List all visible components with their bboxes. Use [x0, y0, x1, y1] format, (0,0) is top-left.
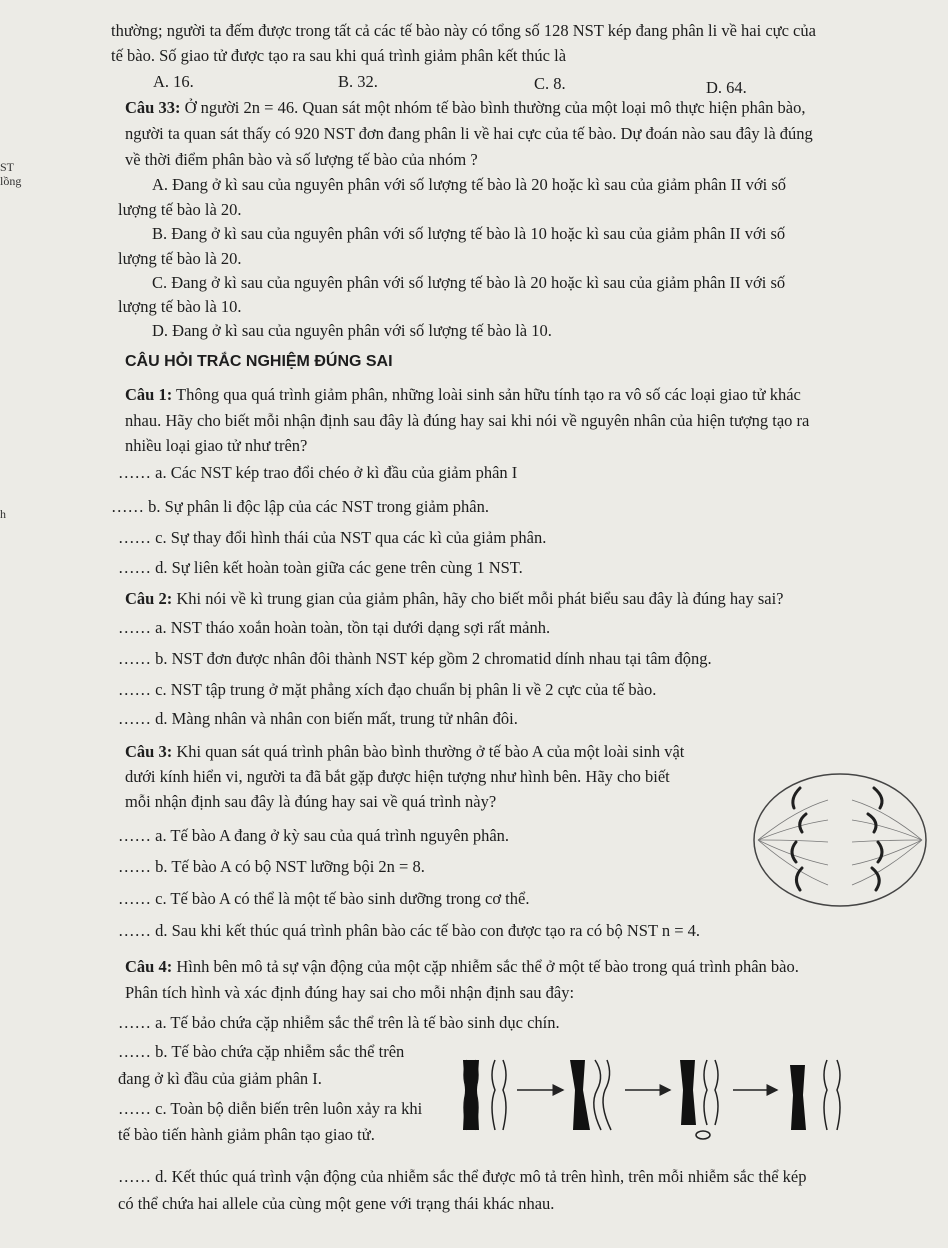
tf1-item-c: …… c. Sự thay đổi hình thái của NST qua các kì của giảm phân.	[118, 528, 547, 547]
q33-option-d: D. Đang ở kì sau của nguyên phân với số lượng tế bào là 10.	[152, 321, 552, 340]
q33-option-a: A. Đang ở kì sau của nguyên phân với số lượng tế bào là 20 hoặc kì sau của giảm phân II với số	[152, 175, 787, 194]
tf3-label: Câu 3:	[125, 742, 173, 761]
tf1-item-d: …… d. Sự liên kết hoàn toàn giữa các gene trên cùng 1 NST.	[118, 558, 523, 577]
tf3-stem: mỗi nhận định sau đây là đúng hay sai về quá trình này?	[125, 792, 497, 811]
q33-option-a: lượng tế bào là 20.	[118, 200, 242, 219]
tf4-label: Câu 4:	[125, 957, 173, 976]
chromosome-sequence-figure	[455, 1045, 865, 1145]
q33-option-c: C. Đang ở kì sau của nguyên phân với số lượng tế bào là 20 hoặc kì sau của giảm phân II với số	[152, 273, 786, 292]
tf2-item-c: …… c. NST tập trung ở mặt phẳng xích đạo chuẩn bị phân li về 2 cực của tế bào.	[118, 680, 657, 699]
tf2-stem: Câu 2: Khi nói về kì trung gian của giảm phân, hãy cho biết mỗi phát biểu sau đây là đúng hay sai?	[125, 589, 784, 608]
q32-option-d: D. 64.	[706, 78, 747, 97]
q33-option-b: B. Đang ở kì sau của nguyên phân với số lượng tế bào là 10 hoặc kì sau của giảm phân II với số	[152, 224, 786, 243]
tf4-item-c: …… c. Toàn bộ diễn biến trên luôn xảy ra khi	[118, 1099, 423, 1118]
q33-stem: về thời điểm phân bào và số lượng tế bào của nhóm ?	[125, 150, 478, 169]
tf4-item-d: có thể chứa hai allele của cùng một gene với trạng thái khác nhau.	[118, 1194, 555, 1213]
tf1-stem: nhau. Hãy cho biết mỗi nhận định sau đây là đúng hay sai khi nói về nguyên nhân của hiện tượng tạo ra	[125, 411, 810, 430]
q32-option-b: B. 32.	[338, 72, 378, 91]
q33-stem: Câu 33: Ở người 2n = 46. Quan sát một nhóm tế bào bình thường của một loại mô thực hiện phân bào,	[125, 98, 806, 117]
tf1-stem: nhiều loại giao tử như trên?	[125, 436, 308, 455]
tf3-stem: Câu 3: Khi quan sát quá trình phân bào bình thường ở tế bào A của một loài sinh vật	[125, 742, 685, 761]
q32-option-c: C. 8.	[534, 74, 566, 93]
q32-text: tế bào. Số giao tử được tạo ra sau khi quá trình giảm phân kết thúc là	[111, 46, 567, 65]
tf4-item-b: …… b. Tế bào chứa cặp nhiễm sắc thể trên	[118, 1042, 405, 1061]
tf1-item-b: …… b. Sự phân li độc lập của các NST trong giảm phân.	[111, 497, 489, 516]
tf2-label: Câu 2:	[125, 589, 173, 608]
margin-note: h	[0, 507, 6, 521]
tf3-item-d: …… d. Sau khi kết thúc quá trình phân bào các tế bào con được tạo ra có bộ NST n = 4.	[118, 921, 701, 940]
tf3-item-a: …… a. Tế bào A đang ở kỳ sau của quá trình nguyên phân.	[118, 826, 510, 845]
tf2-item-b: …… b. NST đơn được nhân đôi thành NST kép gồm 2 chromatid dính nhau tại tâm động.	[118, 649, 712, 668]
tf1-item-a: …… a. Các NST kép trao đổi chéo ở kì đầu của giảm phân I	[118, 463, 518, 482]
tf3-item-b: …… b. Tế bào A có bộ NST lưỡng bội 2n = 8.	[118, 857, 425, 876]
section-title: CÂU HỎI TRẮC NGHIỆM ĐÚNG SAI	[125, 353, 393, 370]
tf4-stem: Phân tích hình và xác định đúng hay sai cho mỗi nhận định sau đây:	[125, 983, 575, 1002]
tf4-item-a: …… a. Tế bảo chứa cặp nhiễm sắc thể trên là tế bào sinh dục chín.	[118, 1013, 560, 1032]
tf4-item-d: …… d. Kết thúc quá trình vận động của nhiễm sắc thể được mô tả trên hình, trên mỗi nhiễm sắc thể kép	[118, 1167, 807, 1186]
q33-stem: người ta quan sát thấy có 920 NST đơn đang phân li về hai cực của tế bào. Dự đoán nào sau đây là đúng	[125, 124, 813, 143]
tf1-stem: Câu 1: Thông qua quá trình giảm phân, những loài sinh sản hữu tính tạo ra vô số các loại giao tử khác	[125, 385, 801, 404]
tf4-stem: Câu 4: Hình bên mô tả sự vận động của một cặp nhiễm sắc thể ở một tế bào trong quá trình phân bào.	[125, 957, 799, 976]
tf1-label: Câu 1:	[125, 385, 173, 404]
tf3-item-c: …… c. Tế bào A có thể là một tế bào sinh dưỡng trong cơ thể.	[118, 889, 530, 908]
margin-note: lồng	[0, 174, 22, 188]
tf2-item-d: …… d. Màng nhân và nhân con biến mất, trung tử nhân đôi.	[118, 709, 518, 728]
q33-option-c: lượng tế bào là 10.	[118, 297, 242, 316]
q32-option-a: A. 16.	[153, 72, 194, 91]
anaphase-cell-figure	[750, 770, 930, 910]
tf4-item-c: tế bào tiến hành giảm phân tạo giao tử.	[118, 1125, 375, 1144]
tf2-item-a: …… a. NST tháo xoắn hoàn toàn, tồn tại dưới dạng sợi rất mảnh.	[118, 618, 551, 637]
margin-note: ST	[0, 160, 15, 174]
q33-option-b: lượng tế bào là 20.	[118, 249, 242, 268]
q33-label: Câu 33:	[125, 98, 181, 117]
tf3-stem: dưới kính hiển vi, người ta đã bắt gặp được hiện tượng như hình bên. Hãy cho biết	[125, 767, 670, 786]
q32-text: thường; người ta đếm được trong tất cả các tế bào này có tổng số 128 NST kép đang phân li về hai cực của	[111, 21, 816, 40]
tf4-item-b: đang ở kì đầu của giảm phân I.	[118, 1069, 322, 1088]
